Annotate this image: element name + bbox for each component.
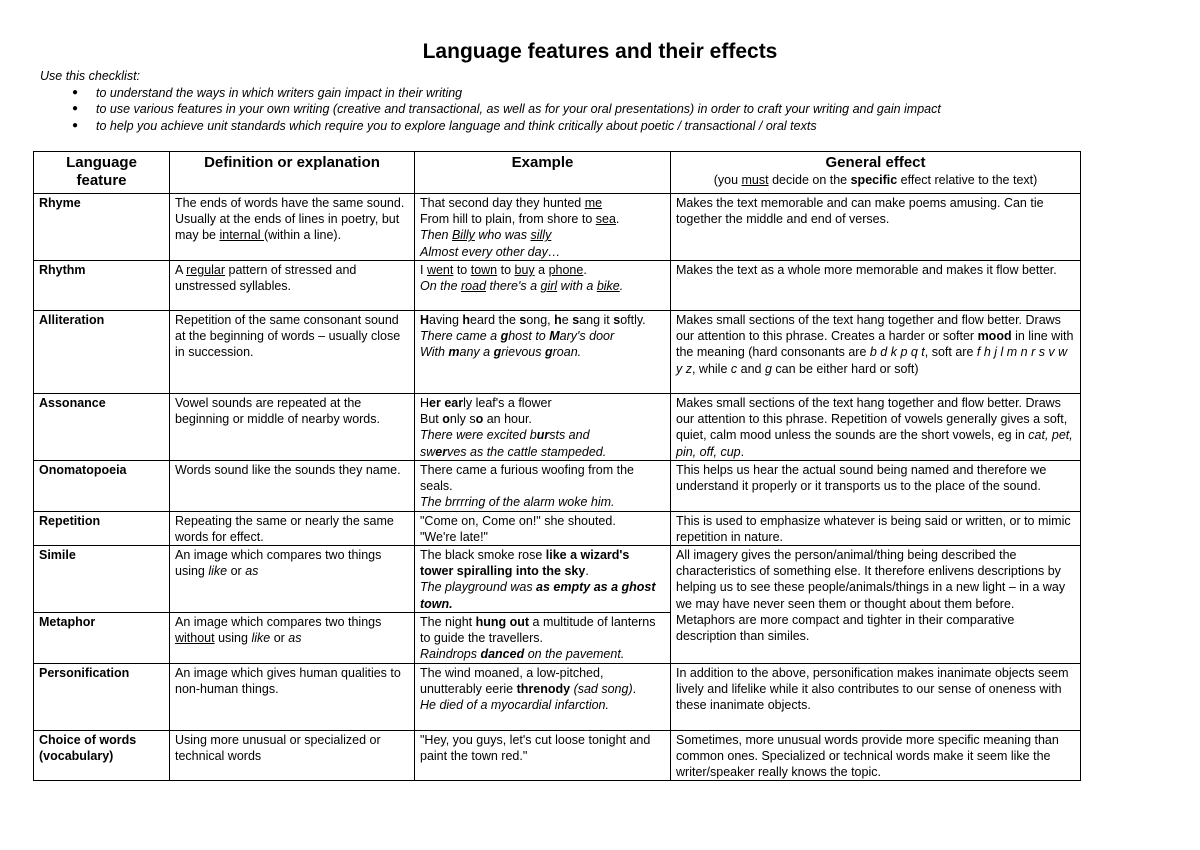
effect-choice-of-words: Sometimes, more unusual words provide more specific meaning than common ones. Specialized or technical words make it seem like the writer/speaker really knows the topic. (671, 730, 1081, 781)
effect-repetition: This is used to emphasize whatever is being said or written, or to mimic repetition in nature. (671, 511, 1081, 545)
table-row (34, 546, 1081, 613)
example-alliteration: Having heard the song, he sang it softly. There came a ghost to Mary's door With many a grievous groan. (415, 311, 671, 394)
table-row (34, 194, 1081, 261)
header-effect-note: (you must decide on the specific effect relative to the text) (713, 173, 1038, 187)
checklist-item: ● to help you achieve unit standards which require you to explore language and think critically about poetic / transactional / oral texts (96, 118, 941, 135)
definition-simile: An image which compares two things using like or as (170, 546, 415, 613)
header-effect-title: General effect (825, 154, 926, 171)
table-row (34, 461, 1081, 512)
effect-alliteration: Makes small sections of the text hang together and flow better. Draws our attention to this phrase. Creates a harder or softer mood in line with the meaning (hard consonants are b d k p q t, soft are f h j l m n r s v w y z, while c and g can be either hard or soft) (671, 311, 1081, 394)
effect-assonance: Makes small sections of the text hang together and flow better. Draws our attention to this phrase. Repetition of vowels generally gives a soft, quiet, calm mood unless the sounds are the short vowels, eg in cat, pet, pin, off, cup. (671, 394, 1081, 461)
feature-metaphor: Metaphor (34, 613, 170, 664)
header-row (34, 152, 1081, 194)
example-rhyme: That second day they hunted me From hill to plain, from shore to sea. Then Billy who was silly Almost every other day… (415, 194, 671, 261)
effect-personification: In addition to the above, personification makes inanimate objects seem lively and lifelike while it also contributes to our sense of oneness with these inanimate objects. (671, 663, 1081, 730)
table-row (34, 511, 1081, 545)
feature-rhythm: Rhythm (34, 261, 170, 311)
language-features-table (33, 151, 1081, 781)
checklist-lead: Use this checklist: (40, 69, 141, 83)
definition-repetition: Repeating the same or nearly the same words for effect. (170, 511, 415, 545)
definition-rhythm: A regular pattern of stressed and unstressed syllables. (170, 261, 415, 311)
example-rhythm: I went to town to buy a phone. On the road there's a girl with a bike. (415, 261, 671, 311)
checklist-bullets (40, 85, 941, 135)
table-row (34, 261, 1081, 311)
checklist-item: ● to use various features in your own writing (creative and transactional, as well as for your oral presentations) in order to craft your writing and gain impact (96, 101, 941, 118)
table-row (34, 663, 1081, 730)
definition-assonance: Vowel sounds are repeated at the beginning or middle of nearby words. (170, 394, 415, 461)
checklist-intro (40, 68, 941, 134)
feature-repetition: Repetition (34, 511, 170, 545)
example-choice-of-words: "Hey, you guys, let's cut loose tonight and paint the town red." (415, 730, 671, 781)
page-title: Language features and their effects (422, 40, 778, 63)
effect-onomatopoeia: This helps us hear the actual sound being named and therefore we understand it properly or it transports us to the place of the sound. (671, 461, 1081, 512)
feature-personification: Personification (34, 663, 170, 730)
feature-onomatopoeia: Onomatopoeia (34, 461, 170, 512)
example-onomatopoeia: There came a furious woofing from the seals. The brrrring of the alarm woke him. (415, 461, 671, 512)
definition-alliteration: Repetition of the same consonant sound at the beginning of words – usually close in succession. (170, 311, 415, 394)
table-row (34, 311, 1081, 394)
definition-personification: An image which gives human qualities to non-human things. (170, 663, 415, 730)
checklist-item: ● to understand the ways in which writers gain impact in their writing (96, 85, 941, 102)
example-assonance: Her early leaf's a flower But only so an hour. There were excited bursts and swerves as the cattle stampeded. (415, 394, 671, 461)
header-example: Example (415, 152, 671, 194)
definition-metaphor: An image which compares two things without using like or as (170, 613, 415, 664)
header-definition: Definition or explanation (170, 152, 415, 194)
table-row (34, 730, 1081, 781)
effect-rhyme: Makes the text memorable and can make poems amusing. Can tie together the middle and end of verses. (671, 194, 1081, 261)
header-feature: Language feature (34, 152, 170, 194)
effect-rhythm: Makes the text as a whole more memorable and makes it flow better. (671, 261, 1081, 311)
feature-rhyme: Rhyme (34, 194, 170, 261)
feature-assonance: Assonance (34, 394, 170, 461)
effect-imagery: All imagery gives the person/animal/thing being described the characteristics of something else. It therefore enlivens descriptions by helping us to see these people/animals/things in a new light – in a way we may have never seen them or thought about them before. Metaphors are more compact and tighter in their comparative description than similes. (671, 546, 1081, 664)
feature-choice-of-words: Choice of words (vocabulary) (34, 730, 170, 781)
example-simile: The black smoke rose like a wizard's tower spiralling into the sky. The playground was as empty as a ghost town. (415, 546, 671, 613)
definition-rhyme: The ends of words have the same sound. Usually at the ends of lines in poetry, but may be internal (within a line). (170, 194, 415, 261)
example-repetition: "Come on, Come on!" she shouted. "We're late!" (415, 511, 671, 545)
feature-simile: Simile (34, 546, 170, 613)
table-row (34, 394, 1081, 461)
header-effect (671, 152, 1081, 194)
definition-onomatopoeia: Words sound like the sounds they name. (170, 461, 415, 512)
feature-alliteration: Alliteration (34, 311, 170, 394)
example-personification: The wind moaned, a low-pitched, unutterably eerie threnody (sad song). He died of a myocardial infarction. (415, 663, 671, 730)
definition-choice-of-words: Using more unusual or specialized or technical words (170, 730, 415, 781)
example-metaphor: The night hung out a multitude of lanterns to guide the travellers. Raindrops danced on the pavement. (415, 613, 671, 664)
